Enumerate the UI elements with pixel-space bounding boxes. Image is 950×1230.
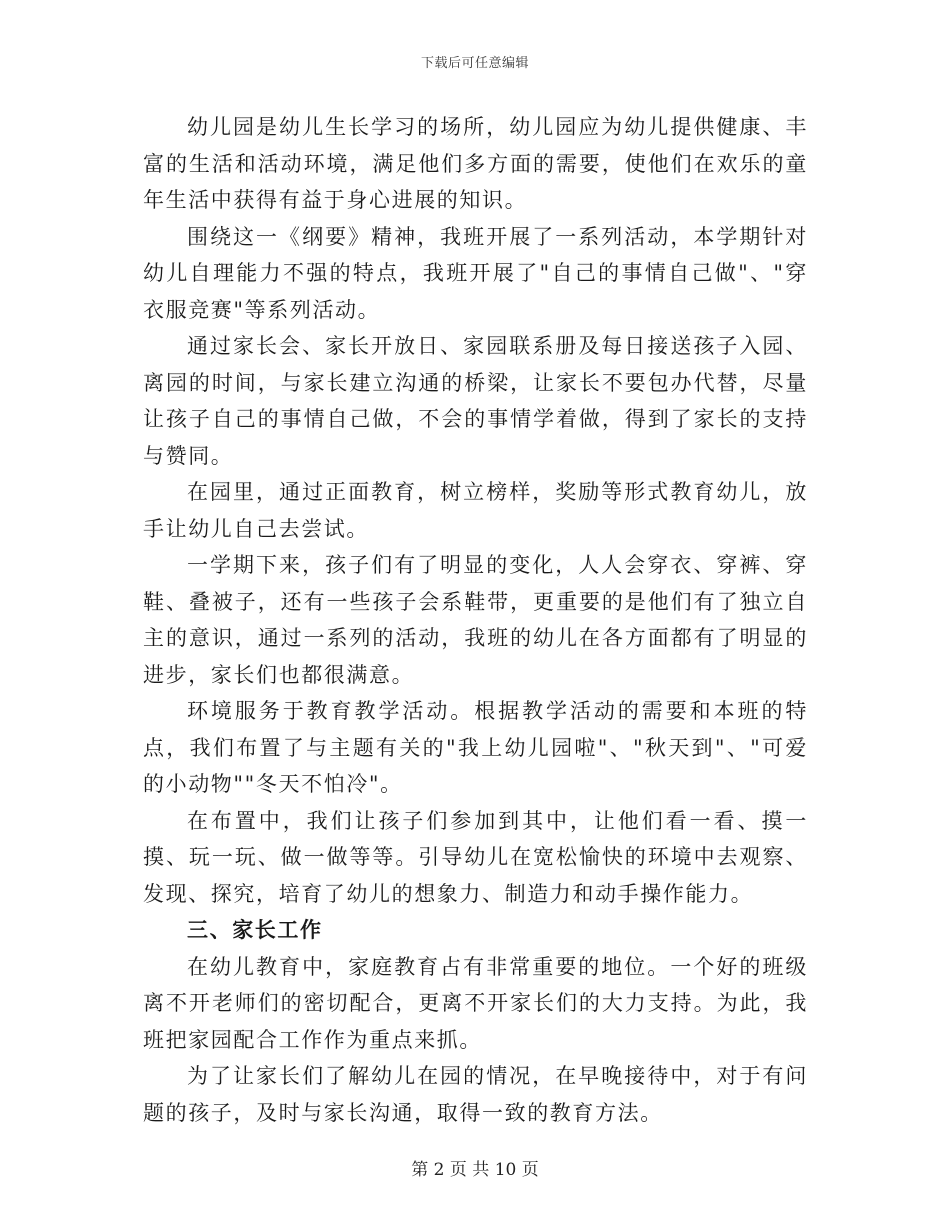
paragraph: 环境服务于教育教学活动。根据教学活动的需要和本班的特点，我们布置了与主题有关的"我上幼儿园啦"、"秋天到"、"可爱的小动物""冬天不怕冷"。 — [143, 699, 808, 796]
paragraph: 在布置中，我们让孩子们参加到其中，让他们看一看、摸一摸、玩一玩、做一做等等。引导幼儿在宽松愉快的环境中去观察、发现、探究，培育了幼儿的想象力、制造力和动手操作能力。 — [143, 808, 808, 906]
paragraph: 在幼儿教育中，家庭教育占有非常重要的地位。一个好的班级离不开老师们的密切配合，更离不开家长们的大力支持。为此，我班把家园配合工作作为重点来抓。 — [143, 954, 808, 1052]
paragraph: 幼儿园是幼儿生长学习的场所，幼儿园应为幼儿提供健康、丰富的生活和活动环境，满足他们多方面的需要，使他们在欢乐的童年生活中获得有益于身心进展的知识。 — [143, 115, 808, 212]
paragraph: 在园里，通过正面教育，树立榜样，奖励等形式教育幼儿，放手让幼儿自己去尝试。 — [143, 480, 808, 541]
paragraph: 通过家长会、家长开放日、家园联系册及每日接送孩子入园、离园的时间，与家长建立沟通的桥梁，让家长不要包办代替，尽量让孩子自己的事情自己做，不会的事情学着做，得到了家长的支持与赞同。 — [143, 334, 808, 468]
page-header: 下载后可任意编辑 — [420, 56, 529, 71]
paragraph: 为了让家长们了解幼儿在园的情况，在早晚接待中，对于有问题的孩子，及时与家长沟通，取得一致的教育方法。 — [143, 1064, 808, 1125]
page-footer: 第 2 页 共 10 页 — [411, 1160, 539, 1180]
document-body — [143, 109, 808, 1131]
paragraph: 围绕这一《纲要》精神，我班开展了一系列活动，本学期针对幼儿自理能力不强的特点，我班开展了"自己的事情自己做"、"穿衣服竞赛"等系列活动。 — [143, 224, 808, 322]
section-heading: 三、家长工作 — [187, 917, 323, 942]
paragraph: 一学期下来，孩子们有了明显的变化，人人会穿衣、穿裤、穿鞋、叠被子，还有一些孩子会系鞋带，更重要的是他们有了独立自主的意识，通过一系列的活动，我班的幼儿在各方面都有了明显的进步，家长们也都很满意。 — [143, 553, 808, 687]
